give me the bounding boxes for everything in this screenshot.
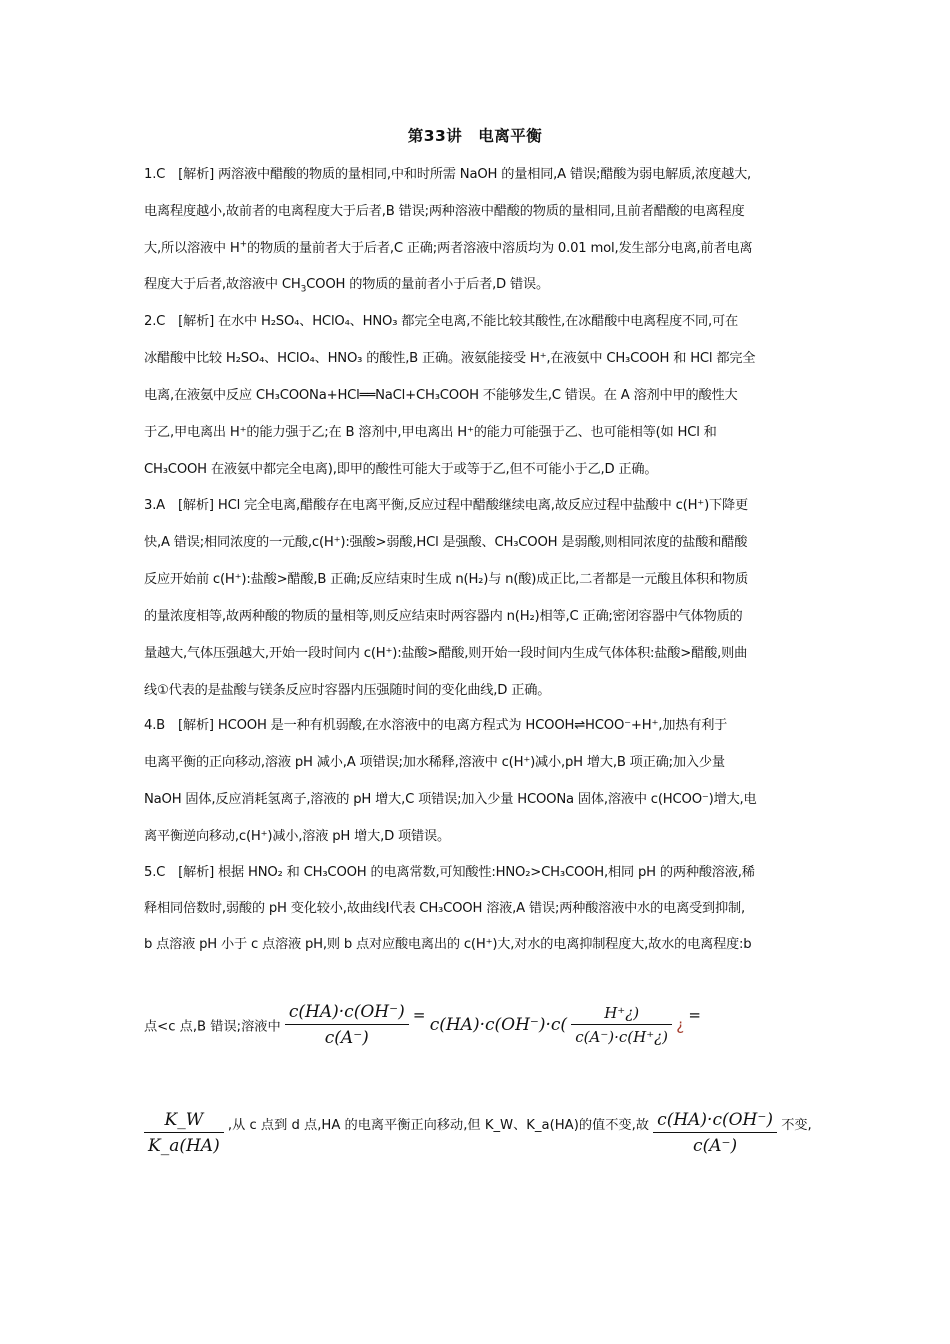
fraction-4 xyxy=(653,1110,777,1156)
fraction-1-numerator: c(HA)·c(OH⁻) xyxy=(285,1002,409,1025)
q3-line-3: 反应开始前 c(H⁺):盐酸>醋酸,B 正确;反应结束时生成 n(H₂)与 n(酸)成正比,二者都是一元酸且体积和物质 xyxy=(144,572,748,587)
equals-1: = xyxy=(412,1006,426,1024)
q2-line-1: 2.C [解析] 在水中 H₂SO₄、HClO₄、HNO₃ 都完全电离,不能比较其酸性,在冰醋酸中电离程度不同,可在 xyxy=(144,314,738,329)
page-title: 第33讲 电离平衡 xyxy=(407,127,543,145)
q1-line-4a: 程度大于后者,故溶液中 CH xyxy=(144,277,301,292)
fraction-3 xyxy=(144,1110,224,1156)
fraction-3-numerator: K_W xyxy=(144,1110,224,1133)
q5-line-1: 5.C [解析] 根据 HNO₂ 和 CH₃COOH 的电离常数,可知酸性:HNO₂>CH₃COOH,相同 pH 的两种酸溶液,稀 xyxy=(144,865,755,880)
q3-line-4: 的量浓度相等,故两种酸的物质的量相等,则反应结束时两容器内 n(H₂)相等,C 正确;密闭容器中气体物质的 xyxy=(144,609,743,624)
q5-line-5-end: 不变, xyxy=(781,1117,812,1133)
q5-formula-row-1 xyxy=(144,1002,701,1048)
q3-line-6: 线①代表的是盐酸与镁条反应时容器内压强随时间的变化曲线,D 正确。 xyxy=(144,683,551,698)
fraction-2 xyxy=(571,1004,672,1046)
q1-line-3a: 大,所以溶液中 H xyxy=(144,241,240,256)
q1-line-2: 电离程度越小,故前者的电离程度大于后者,B 错误;两种溶液中醋酸的物质的量相同,且前者醋酸的电离程度 xyxy=(144,204,745,219)
fraction-1-denominator: c(A⁻) xyxy=(324,1028,369,1048)
q5-line-3: b 点溶液 pH 小于 c 点溶液 pH,则 b 点对应酸电离出的 c(H⁺)大,对水的电离抑制程度大,故水的电离程度:b xyxy=(144,937,752,952)
q3-line-2: 快,A 错误;相同浓度的一元酸,c(H⁺):强酸>弱酸,HCl 是强酸、CH₃COOH 是弱酸,则相同浓度的盐酸和醋酸 xyxy=(144,535,748,550)
fraction-2-denominator: c(A⁻)·c(H⁺¿) xyxy=(575,1028,669,1046)
fraction-3-denominator: K_a(HA) xyxy=(148,1136,220,1156)
fraction-2-numerator: H⁺¿) xyxy=(571,1004,672,1025)
equals-2: = xyxy=(688,1006,701,1024)
q3-line-1: 3.A [解析] HCl 完全电离,醋酸存在电离平衡,反应过程中醋酸继续电离,故反应过程中盐酸中 c(H⁺)下降更 xyxy=(144,498,748,513)
q5-line-5-text: ,从 c 点到 d 点,HA 的电离平衡正向移动,但 K_W、K_a(HA)的值不变,故 xyxy=(227,1117,649,1133)
q5-line-4-prefix: 点<c 点,B 错误;溶液中 xyxy=(144,1019,281,1035)
q4-line-3: NaOH 固体,反应消耗氢离子,溶液的 pH 增大,C 项错误;加入少量 HCOONa 固体,溶液中 c(HCOO⁻)增大,电 xyxy=(144,792,757,807)
middle-expression: c(HA)·c(OH⁻)·c( xyxy=(429,1015,568,1035)
q5-formula-row-2 xyxy=(144,1110,812,1156)
q3-line-5: 量越大,气体压强越大,开始一段时间内 c(H⁺):盐酸>醋酸,则开始一段时间内生成气体体积:盐酸>醋酸,则曲 xyxy=(144,646,748,661)
q5-line-2: 释相同倍数时,弱酸的 pH 变化较小,故曲线Ⅰ代表 CH₃COOH 溶液,A 错误;两种酸溶液中水的电离受到抑制, xyxy=(144,901,746,916)
q1-line-4b: COOH 的物质的量前者小于后者,D 错误。 xyxy=(306,277,549,292)
fraction-4-denominator: c(A⁻) xyxy=(693,1136,738,1156)
fraction-1 xyxy=(285,1002,409,1048)
q4-line-2: 电离平衡的正向移动,溶液 pH 减小,A 项错误;加水稀释,溶液中 c(H⁺)减小,pH 增大,B 项正确;加入少量 xyxy=(144,755,725,770)
question-mark-glyph: ¿ xyxy=(676,1016,685,1034)
q4-line-1: 4.B [解析] HCOOH 是一种有机弱酸,在水溶液中的电离方程式为 HCOOH⇌HCOO⁻+H⁺,加热有利于 xyxy=(144,718,728,733)
q1-line-3: 大,所以溶液中 H+的物质的量前者大于后者,C 正确;两者溶液中溶质均为 0.01 mol,发生部分电离,前者电离 xyxy=(144,239,753,256)
q2-line-2: 冰醋酸中比较 H₂SO₄、HClO₄、HNO₃ 的酸性,B 正确。液氨能接受 H⁺,在液氨中 CH₃COOH 和 HCl 都完全 xyxy=(144,351,756,366)
q1-line-3b: 的物质的量前者大于后者,C 正确;两者溶液中溶质均为 0.01 mol,发生部分电离,前者电离 xyxy=(246,241,753,256)
q2-line-4: 于乙,甲电离出 H⁺的能力强于乙;在 B 溶剂中,甲电离出 H⁺的能力可能强于乙、也可能相等(如 HCl 和 xyxy=(144,425,717,440)
q4-line-4: 离平衡逆向移动,c(H⁺)减小,溶液 pH 增大,D 项错误。 xyxy=(144,829,450,844)
q2-line-3: 电离,在液氨中反应 CH₃COONa+HCl══NaCl+CH₃COOH 不能够发生,C 错误。在 A 溶剂中甲的酸性大 xyxy=(144,388,738,403)
q1-line-1: 1.C [解析] 两溶液中醋酸的物质的量相同,中和时所需 NaOH 的量相同,A 错误;醋酸为弱电解质,浓度越大, xyxy=(144,167,752,182)
q1-line-4: 程度大于后者,故溶液中 $CH_3COOH$ 的物质的量前者小于后者,D 错误。 xyxy=(144,277,549,295)
fraction-4-numerator: c(HA)·c(OH⁻) xyxy=(653,1110,777,1133)
q2-line-5: CH₃COOH 在液氨中都完全电离),即甲的酸性可能大于或等于乙,但不可能小于乙,D 正确。 xyxy=(144,462,658,477)
